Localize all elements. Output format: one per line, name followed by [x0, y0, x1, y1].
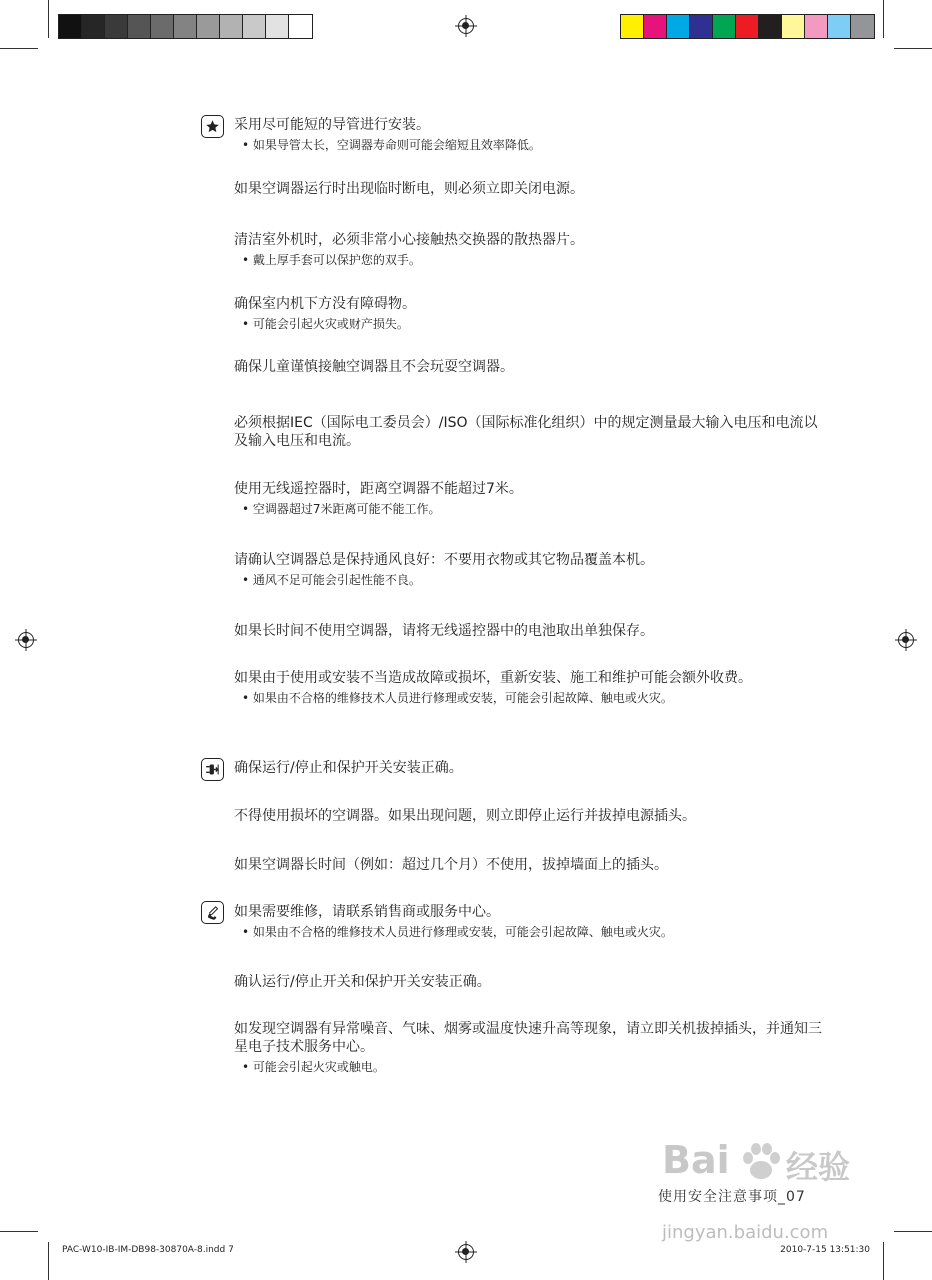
instruction-item [234, 973, 824, 991]
registration-mark [18, 632, 34, 648]
instruction-text: 如发现空调器有异常噪音、气味、烟雾或温度快速升高等现象，请立即关机拔掉插头，并通知三星电子技术服务中心。 [234, 1021, 822, 1055]
registration-mark [458, 18, 474, 34]
instruction-note: • 可能会引起火灾或触电。 [242, 1060, 385, 1074]
color-swatch [690, 15, 713, 38]
plug-icon [201, 758, 224, 781]
watermark-brand-2: 经验 [786, 1148, 851, 1186]
instruction-text: 确保室内机下方没有障碍物。 [234, 296, 416, 312]
color-swatch [243, 15, 266, 38]
color-swatch [667, 15, 690, 38]
color-swatch [621, 15, 644, 38]
star-icon [201, 115, 224, 138]
crop-mark [0, 1231, 38, 1232]
instruction-item [234, 231, 824, 268]
color-swatch [128, 15, 151, 38]
color-swatch [82, 15, 105, 38]
instruction-text: 如果长时间不使用空调器，请将无线遥控器中的电池取出单独保存。 [234, 623, 654, 639]
instruction-item [234, 903, 824, 940]
color-swatch [805, 15, 828, 38]
instruction-text: 采用尽可能短的导管进行安装。 [234, 117, 430, 133]
grayscale-color-bar [58, 14, 313, 39]
instruction-note: • 戴上厚手套可以保护您的双手。 [242, 253, 421, 267]
instruction-text: 如果需要维修，请联系销售商或服务中心。 [234, 904, 500, 920]
instruction-text: 必须根据IEC（国际电工委员会）/ISO（国际标准化组织）中的规定测量最大输入电压和电流以及输入电压和电流。 [234, 415, 818, 449]
color-swatch [174, 15, 197, 38]
instruction-text: 清洁室外机时，必须非常小心接触热交换器的散热器片。 [234, 232, 584, 248]
registration-mark [458, 1244, 474, 1260]
color-swatch [644, 15, 667, 38]
instruction-text: 确保运行/停止和保护开关安装正确。 [234, 760, 463, 776]
instruction-item [234, 759, 824, 777]
instruction-note: • 如果导管太长，空调器寿命则可能会缩短且效率降低。 [242, 138, 541, 152]
instruction-text: 确保儿童谨慎接触空调器且不会玩耍空调器。 [234, 359, 514, 375]
phone-icon [201, 901, 224, 924]
color-swatch [197, 15, 220, 38]
color-swatch [151, 15, 174, 38]
color-swatch [782, 15, 805, 38]
footer-datetime: 2010-7-15 13:51:30 [780, 1245, 870, 1255]
instruction-item [234, 1020, 824, 1075]
instruction-item [234, 358, 824, 376]
crop-mark [0, 48, 38, 49]
crop-mark [894, 48, 932, 49]
registration-mark [898, 632, 914, 648]
instruction-item [234, 180, 824, 198]
watermark-url: jingyan.baidu.com [662, 1222, 829, 1243]
instruction-item [234, 669, 824, 706]
instruction-note: • 可能会引起火灾或财产损失。 [242, 317, 409, 331]
instruction-text: 请确认空调器总是保持通风良好：不要用衣物或其它物品覆盖本机。 [234, 552, 654, 568]
instruction-item [234, 856, 824, 874]
instruction-text: 不得使用损坏的空调器。如果出现问题，则立即停止运行并拔掉电源插头。 [234, 808, 696, 824]
paw-icon [738, 1140, 784, 1186]
instruction-text: 如果空调器运行时出现临时断电，则必须立即关闭电源。 [234, 181, 584, 197]
page-title: 使用安全注意事项_07 [658, 1189, 806, 1205]
instruction-item [234, 622, 824, 640]
instruction-text: 确认运行/停止开关和保护开关安装正确。 [234, 974, 491, 990]
crop-mark [883, 0, 884, 38]
crop-mark [48, 1242, 49, 1280]
instruction-note: • 如果由不合格的维修技术人员进行修理或安装，可能会引起故障、触电或火灾。 [242, 925, 673, 939]
color-swatch [736, 15, 759, 38]
process-color-bar [620, 14, 875, 39]
instruction-item [234, 116, 824, 153]
color-swatch [289, 15, 312, 38]
crop-mark [48, 0, 49, 38]
instruction-item [234, 295, 824, 332]
instruction-note: • 如果由不合格的维修技术人员进行修理或安装，可能会引起故障、触电或火灾。 [242, 691, 673, 705]
color-swatch [851, 15, 874, 38]
color-swatch [105, 15, 128, 38]
instruction-text: 如果空调器长时间（例如：超过几个月）不使用，拔掉墙面上的插头。 [234, 857, 668, 873]
crop-mark [894, 1231, 932, 1232]
instruction-item [234, 414, 824, 450]
instruction-item [234, 807, 824, 825]
watermark-brand: Bai [662, 1138, 730, 1182]
instruction-item [234, 480, 824, 517]
color-swatch [266, 15, 289, 38]
color-swatch [59, 15, 82, 38]
color-swatch [759, 15, 782, 38]
color-swatch [220, 15, 243, 38]
instruction-text: 如果由于使用或安装不当造成故障或损坏，重新安装、施工和维护可能会额外收费。 [234, 670, 752, 686]
color-swatch [713, 15, 736, 38]
instruction-text: 使用无线遥控器时，距离空调器不能超过7米。 [234, 481, 523, 497]
instruction-note: • 空调器超过7米距离可能不能工作。 [242, 502, 441, 516]
footer-filename: PAC-W10-IB-IM-DB98-30870A-8.indd 7 [62, 1245, 234, 1255]
instruction-note: • 通风不足可能会引起性能不良。 [242, 573, 421, 587]
instruction-item [234, 551, 824, 588]
color-swatch [828, 15, 851, 38]
